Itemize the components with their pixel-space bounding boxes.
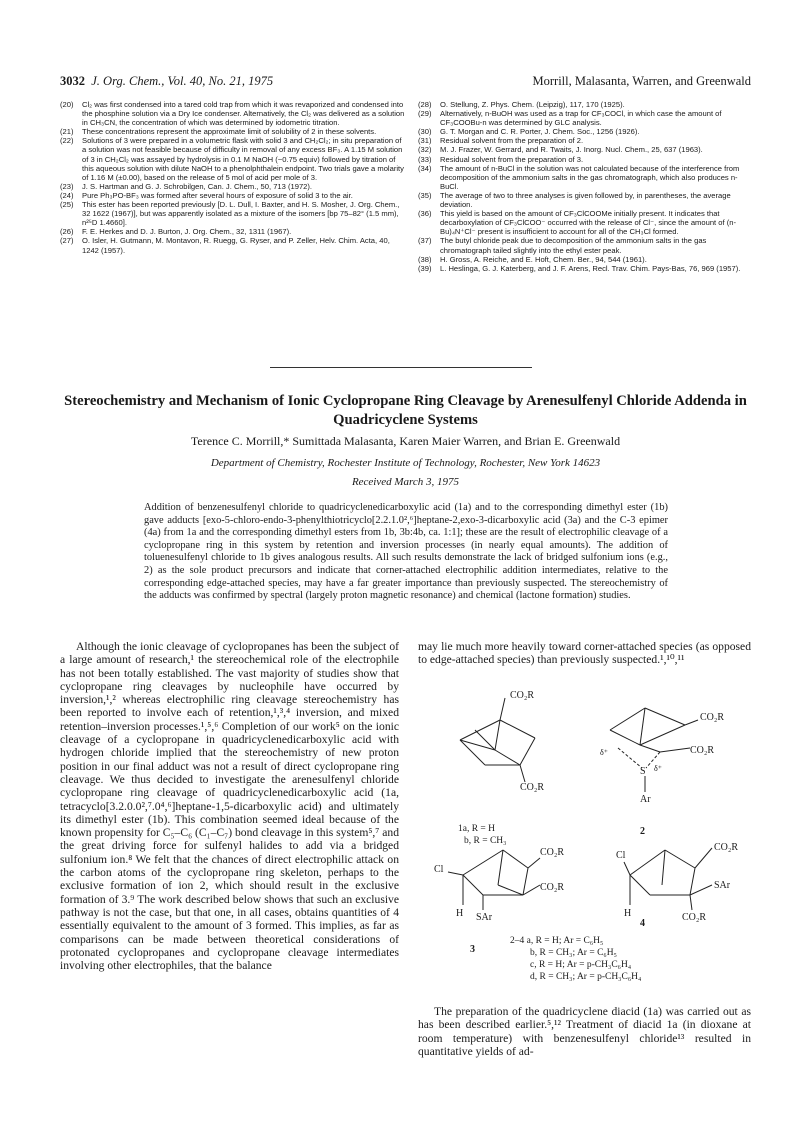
footnote-text: M. J. Frazer, W. Gerrard, and R. Twaits, J. Inorg. Nucl. Chem., 25, 637 (1963). [440,145,703,155]
footnote [418,264,750,273]
footnote [60,100,405,127]
footnote [418,100,750,109]
body-paragraph: The preparation of the quadricyclene diacid (1a) was carried out as has been described earlier.⁵,¹² Treatment of diacid 1a (in dioxane at room temperature) with benzenesulfenyl chloride¹³ resulted in quantitative yields of ad- [418,1005,751,1058]
footnote [418,127,750,136]
footnote-text: H. Gross, A. Reiche, and E. Hoft, Chem. Ber., 94, 544 (1961). [440,254,647,264]
structure-3 [428,830,588,940]
footnote-number: (35) [418,190,432,200]
footnote-text: G. T. Morgan and C. R. Porter, J. Chem. Soc., 1256 (1926). [440,127,640,137]
footnote-number: (36) [418,209,432,219]
co2r-label: CO₂R [714,842,739,853]
footnote-number: (26) [60,227,74,237]
footnote [418,236,750,254]
delta-plus-label: δ⁺ [600,748,608,757]
page-number: 3032 [60,74,85,88]
body-column-left [60,640,399,972]
received-date: Received March 3, 1975 [351,476,460,488]
footnote [60,136,405,181]
footnote-text: F. E. Herkes and D. J. Burton, J. Org. Chem., 32, 1311 (1967). [82,227,292,237]
co2r-label: CO₂R [540,847,565,858]
structure-2-drawing [590,690,740,810]
footnote-number: (27) [60,236,74,246]
footnote-text: The average of two to three analyses is given followed by, in parentheses, the average deviation. [440,190,731,210]
footnote-number: (39) [418,263,432,273]
co2r-label: CO₂R [520,782,545,793]
footnote-text: Residual solvent from the preparation of 3. [440,154,584,164]
footnote [418,145,750,154]
aryl-label: Ar [640,794,651,805]
footnotes-right [418,100,750,273]
sar-label: SAr [476,912,493,923]
chloro-label: Cl [616,850,626,861]
footnote [418,255,750,264]
section-divider [270,367,532,368]
footnote-text: O. Stellung, Z. Phys. Chem. (Leipzig), 117, 170 (1925). [440,100,625,109]
structure-1-drawing [440,690,580,800]
footnote-text: This yield is based on the amount of CF₃ClCOOMe initially present. It indicates that decarboxylation of CF₃ClCOO⁻ occurred with the release of Cl⁻, since the amount of (n-Bu)₄N⁺Cl⁻ present is insufficient to account for all of the CH₃Cl formed. [440,209,737,237]
journal-citation: J. Org. Chem., Vol. 40, No. 21, 1975 [91,74,274,88]
footnote [60,191,405,200]
footnote-text: L. Heslinga, G. J. Katerberg, and J. F. Arens, Recl. Trav. Chim. Pays-Bas, 76, 969 (1957). [440,263,741,273]
footnote-number: (22) [60,136,74,146]
footnote-number: (30) [418,127,432,137]
footnote-number: (31) [418,136,432,146]
footnote-number: (28) [418,100,432,109]
affiliation: Department of Chemistry, Rochester Institute of Technology, Rochester, New York 14623 [210,457,601,469]
footnote-text: The amount of n-BuCl in the solution was not calculated because of the interference from decomposition of the ammonium salts in the gas chromatograph, which also produces n-BuCl. [440,163,740,191]
footnote [418,164,750,191]
footnote-number: (20) [60,100,74,109]
body-column-right-bottom [418,1005,751,1058]
footnote-number: (33) [418,154,432,164]
footnote [60,182,405,191]
co2r-label: CO₂R [700,712,725,723]
compound-number: 2 [640,826,645,837]
abstract: Addition of benzenesulfenyl chloride to quadricyclenedicarboxylic acid (1a) and to the corresponding dimethyl ester (1b) gave adducts [exo-5-chloro-endo-3-phenylthiotricyclo[2.2.1.0²,⁶]heptane-2,exo-3-dicarboxylic acid (3a) and the C-3 epimer (4a) from 1a and the corresponding dimethyl esters from 1b, 3b:4b, ca. 1:1]; these are the result of electrophilic cleavage of a cyclopropane ring in this system by retention and inversion processes (in nearly equal amounts). The addition of toluenesulfenyl chloride to 1b gives analogous results. All such results demonstrate the lack of bridged sulfonium ions (e.g., 2) as the sole product precursors and indicate that corner-attached electrophilic addition intermediates, relative to the corresponding edge-attached species, may have a far greater importance than previously suspected. The stereochemistry of the adducts was confirmed by spectral (largely proton magnetic resonance) and chemical (lactone formation) studies. [144,502,668,602]
footnote-text: These concentrations represent the approximate limit of solubility of 2 in these solvents. [82,127,377,137]
footnote-text: O. Isler, H. Gutmann, M. Montavon, R. Ruegg, G. Ryser, and P. Zeller, Helv. Chim. Acta, 40, 1242 (1957). [82,236,390,255]
co2r-label: CO₂R [682,912,707,923]
footnote-text: Alternatively, n-BuOH was used as a trap for CF₃COCl, in which case the amount of CF₃COOBu-n was determined by GLC analysis. [440,109,722,128]
footnote [418,209,750,236]
structure-legend: 2–4 a, R = H; Ar = C₆H₅ b, R = CH₃; Ar = C₆H₅ c, R = H; Ar = p-CH₃C₆H₄ d, R = CH₃; Ar = p-CH₃C₆H₄ [510,936,642,982]
structure-1-caption: 1a, R = H b, R = CH₃ [458,824,507,846]
footnote-number: (37) [418,236,432,246]
footnote [418,155,750,164]
co2r-label: CO₂R [690,745,715,756]
footnote [418,191,750,209]
footnote-number: (29) [418,109,432,119]
structure-2 [590,690,740,810]
footnote-text: This ester has been reported previously [D. L. Dull, I. Baxter, and H. S. Mosher, J. Org. Chem., 32 1622 (1967)], but was apparently isolated as a mixture of the isomers [bp 75–82° (1.5 mm), n²⁵D 1.4660]. [82,200,400,228]
co2r-label: CO₂R [510,690,535,701]
compound-number: 3 [470,944,475,955]
sar-label: SAr [714,880,731,891]
footnote [60,227,405,236]
footnote [418,109,750,127]
footnote-text: Pure Ph₃PO-BF₃ was formed after several hours of exposure of solid 3 to the air. [82,190,353,200]
running-authors: Morrill, Malasanta, Warren, and Greenwald [532,74,751,88]
footnote-number: (34) [418,163,432,173]
footnote-number: (21) [60,127,74,137]
footnote [60,127,405,136]
footnote-number: (23) [60,181,74,191]
footnote [60,200,405,227]
body-column-right-top [418,640,751,667]
footnote-text: Cl₂ was first condensed into a tared cold trap from which it was revaporized and condensed into the phosphine solution via a Dry Ice condenser. Alternatively, the Cl₂ was delivered as a solution in CH₃CN, the concentration of which was determined by iodometric titration. [82,100,405,128]
compound-number: 4 [640,918,645,929]
footnote-number: (25) [60,200,74,210]
footnote-text: J. S. Hartman and G. J. Schrobilgen, Can. J. Chem., 50, 713 (1972). [82,181,313,191]
chloro-label: Cl [434,864,444,875]
footnote [418,136,750,145]
footnote-number: (38) [418,254,432,264]
structure-4 [600,830,750,940]
body-paragraph: Although the ionic cleavage of cyclopropanes has been the subject of a large amount of research,¹ the stereochemical role of the electrophile has not been totally established. The vast majority of studies show that cyclopropane ring cleavages by nucleophile have occurred by inversion,¹,² whereas electrophilic ring cleavage stereochemistry has been reported to involve each of retention,¹,³,⁴ inversion, and mixed retention–inversion processes.¹,⁵,⁶ Completion of our work⁵ on the ionic cleavage of a cyclopropane in quadricyclenedicarboxylic acid with hydrogen chloride implied that the stereochemistry of new proton position in our final adduct was not a result of direct cyclopropane ring cleavage. We thus decided to investigate the arenesulfenyl chloride cyclopropane ring cleavage of quadricyclenedicarboxylic acid (1a, tetracyclo[3.2.0.0²,⁷.0⁴,⁶]heptane-1,5-dicarboxylic acid) and ultimately its dimethyl ester (1b). This combination seemed ideal because of the known propensity for C₅–C₆ (C₁–C₇) bond cleavage in this system⁵,⁷ and the great driving force for sulfenyl halides to add via a bridged sulfonium ion.⁸ We felt that the chances of direct electrophilic attack on the carbon atoms of the cyclopropane ring skeleton, perhaps to the exclusive formation of ion 2, which should result in the exclusive formation of 3.⁹ The work described below shows that such an exclusive pathway is not the case, but that one, in all cases, obtains quantities of 4 essentially equivalent to the amount of 3 formed. This implies, as far as comparisons can be made between theoretical considerations of protonated cyclopropanes and cyclopropane cleavage intermediates involving other electrophiles, that the balance [60,640,399,973]
footnote-number: (32) [418,145,432,155]
hydrogen-label: H [624,908,632,919]
sulfur-label: S [640,766,646,777]
footnote-text: The butyl chloride peak due to decomposition of the ammonium salts in the gas chromatograph tailed slightly into the ethyl ester peak. [440,236,707,255]
footnote-text: Residual solvent from the preparation of 2. [440,136,584,146]
body-paragraph: may lie much more heavily toward corner-attached species (as opposed to edge-attached species) than previously suspected.¹,¹⁰,¹¹ [418,640,751,667]
hydrogen-label: H [456,908,464,919]
article-title: Stereochemistry and Mechanism of Ionic Cyclopropane Ring Cleavage by Arenesulfenyl Chloride Addenda in Quadricyclene Systems [64,393,747,428]
co2r-label: CO₂R [540,882,565,893]
article-authors: Terence C. Morrill,* Sumittada Malasanta, Karen Maier Warren, and Brian E. Greenwald [190,434,621,448]
footnote [60,236,405,254]
structure-1 [440,690,580,800]
footnote-text: Solutions of 3 were prepared in a volumetric flask with solid 3 and CH₂Cl₂; in situ preparation of a solution was not feasible because of difficulty in removal of any excess BF₃. A 1.15 M solution of 3 in CH₂Cl₂ was assayed by hydrolysis in 0.1 M NaOH (~0.75 equiv) followed by titration of this aqueous solution with dilute NaOH to a phenolphthalein endpoint. Two trials gave a molarity of 1.16 M (±0.00), based on the release of 5 mol of acid per mole of 3. [82,136,404,182]
footnote-number: (24) [60,190,74,200]
delta-plus-label: δ⁺ [654,764,662,773]
footnotes-left [60,100,405,255]
